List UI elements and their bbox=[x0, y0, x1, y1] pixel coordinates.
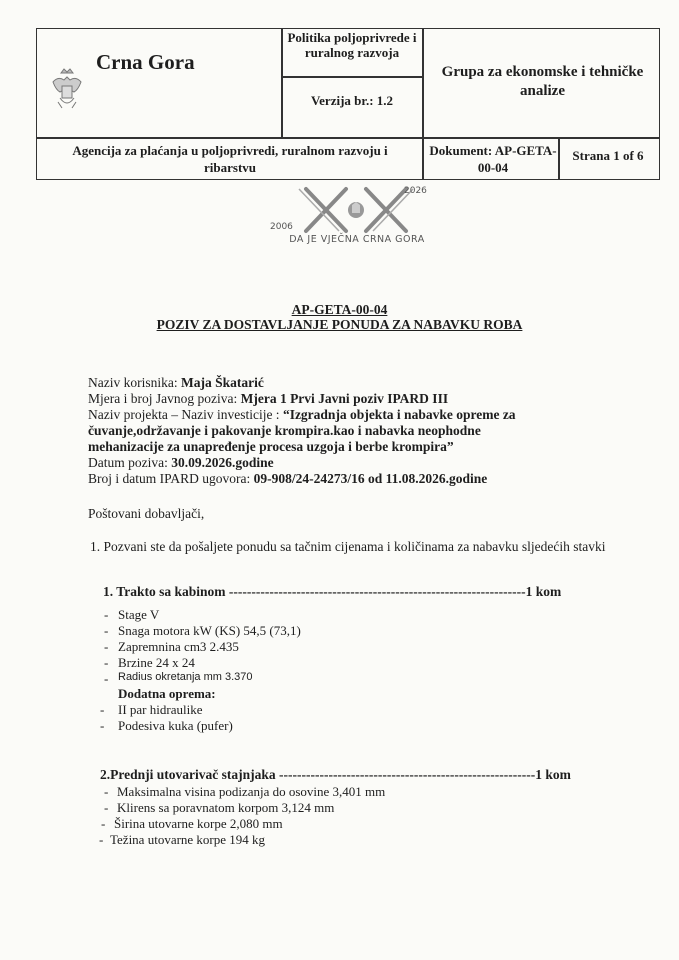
spec-item: Maksimalna visina podizanja do osovine 3,401 mm bbox=[117, 784, 386, 799]
user-line: Naziv korisnika: Maja Škatarić bbox=[88, 375, 264, 390]
bullet-dash: - bbox=[104, 607, 109, 622]
page-number: Strana 1 of 6 bbox=[572, 148, 644, 163]
extras-label: Dodatna oprema: bbox=[118, 686, 216, 701]
item-title: 2.Prednji utovarivač stajnjaka ---------------------------------------------------------1 kom bbox=[100, 767, 571, 782]
document-title: POZIV ZA DOSTAVLJANJE PONUDA ZA NABAVKU ROBA bbox=[156, 317, 523, 332]
bullet-dash: - bbox=[104, 623, 109, 638]
bullet-dash: - bbox=[100, 718, 105, 733]
divider bbox=[36, 137, 660, 139]
spec-item: Snaga motora kW (KS) 54,5 (73,1) bbox=[118, 623, 301, 638]
project-line-2: čuvanje,održavanje i pakovanje krompira.kao i nabavka neophodne bbox=[88, 423, 481, 438]
project-line-3: mehanizacije za unapređenje procesa uzgoja i berbe krompira” bbox=[88, 439, 454, 454]
spec-item: Širina utovarne korpe 2,080 mm bbox=[114, 816, 283, 831]
bullet-dash: - bbox=[104, 800, 109, 815]
agency-name: Agencija za plaćanja u poljoprivredi, ruralnom razvoju i ribarstvu bbox=[72, 143, 388, 175]
spec-item: Težina utovarne korpe 194 kg bbox=[110, 832, 266, 847]
measure-line: Mjera i broj Javnog poziva: Mjera 1 Prvi Javni poziv IPARD III bbox=[88, 391, 449, 406]
date-line: Datum poziva: 30.09.2026.godine bbox=[88, 455, 274, 470]
version-label: Verzija br.: 1.2 bbox=[310, 93, 394, 108]
document-code: AP-GETA-00-04 bbox=[291, 302, 388, 317]
spec-item: Zapremnina cm3 2.435 bbox=[118, 639, 239, 654]
bullet-dash: - bbox=[104, 639, 109, 654]
spec-item: Klirens sa poravnatom korpom 3,124 mm bbox=[117, 800, 335, 815]
spec-item: Stage V bbox=[118, 607, 160, 622]
policy-title: Politika poljoprivrede i ruralnog razvoja bbox=[287, 30, 417, 60]
year-start: 2006 bbox=[270, 222, 293, 232]
year-end: 2026 bbox=[404, 186, 427, 196]
bullet-dash: - bbox=[104, 671, 109, 686]
divider bbox=[281, 76, 422, 78]
extra-item: Podesiva kuka (pufer) bbox=[118, 718, 233, 733]
spec-item: Brzine 24 x 24 bbox=[118, 655, 195, 670]
intro-text: 1. Pozvani ste da pošaljete ponudu sa tačnim cijenama i količinama za nabavku sljedećih stavki bbox=[90, 539, 606, 554]
project-line: Naziv projekta – Naziv investicije : “Izgradnja objekta i nabavke opreme za bbox=[88, 407, 516, 422]
bullet-dash: - bbox=[104, 655, 109, 670]
divider bbox=[422, 28, 424, 180]
bullet-dash: - bbox=[104, 784, 109, 799]
bullet-dash: - bbox=[99, 832, 104, 847]
contract-line: Broj i datum IPARD ugovora: 09-908/24-24273/16 od 11.08.2026.godine bbox=[88, 471, 488, 486]
divider bbox=[558, 137, 560, 180]
logo-tagline: DA JE VJEČNA CRNA GORA bbox=[289, 234, 425, 245]
greeting: Poštovani dobavljači, bbox=[88, 506, 205, 521]
country-name: Crna Gora bbox=[96, 50, 195, 74]
extra-item: II par hidraulike bbox=[118, 702, 203, 717]
document-number: Dokument: AP-GETA-00-04 bbox=[429, 143, 557, 175]
bullet-dash: - bbox=[100, 702, 105, 717]
bullet-dash: - bbox=[101, 816, 106, 831]
coat-of-arms-icon bbox=[50, 68, 84, 117]
group-title: Grupa za ekonomske i tehničke analize bbox=[441, 64, 644, 99]
spec-item: Radius okretanja mm 3.370 bbox=[118, 671, 253, 683]
item-title: 1. Trakto sa kabinom ------------------------------------------------------------------1 kom bbox=[103, 584, 562, 599]
